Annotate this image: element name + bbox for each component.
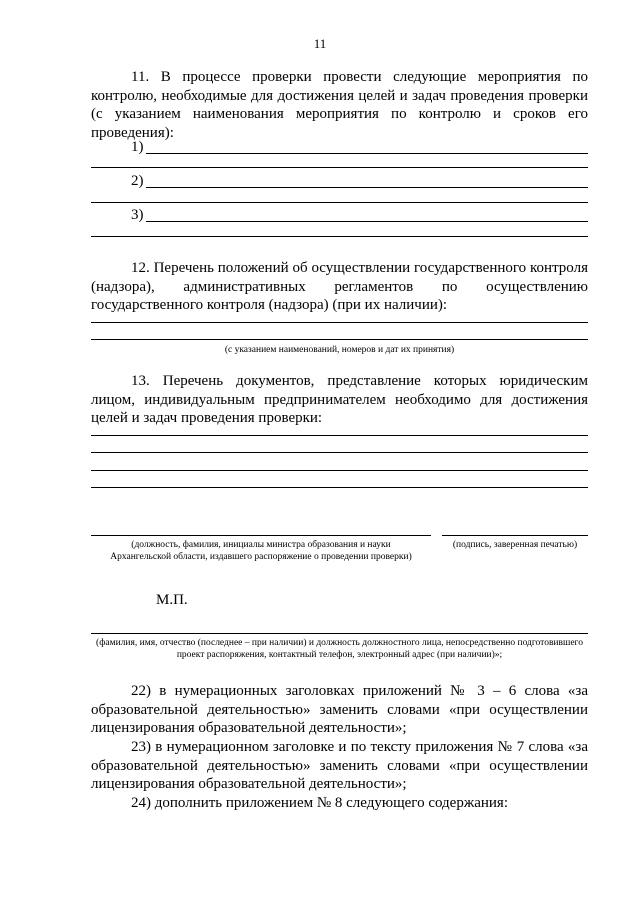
amendment-22: 22) в нумерационных заголовках приложений № 3 – 6 слова «за образовательной деятельностью» заменить словами «при осуществлении лицензирования образовательной деятельности»; [91, 683, 588, 736]
item-13-blank-line-2 [91, 452, 588, 453]
official-caption: (должность, фамилия, инициалы министра образования и науки Архангельской области, издавшего распоряжение о проведении проверки) [110, 540, 412, 562]
amendment-23: 23) в нумерационном заголовке и по тексту приложения № 7 слова «за образовательной деятельностью» заменить словами «при осуществлении лицензирования образовательной деятельности»; [91, 739, 588, 792]
item-11-line-2 [91, 173, 588, 191]
item-11-line-1-continuation [91, 167, 588, 168]
sign-caption: (подпись, заверенная печатью) [452, 540, 578, 550]
item-11-line-3-blank [146, 221, 588, 222]
item-11-line-2-blank [146, 187, 588, 188]
preparer-caption: (фамилия, имя, отчество (последнее – при наличии) и должность должностного лица, непосредственно подготовившего проект распоряжения, контактный телефон, электронный адрес (при наличии)»; [96, 638, 583, 660]
sign-line [442, 535, 588, 536]
item-13-text: 13. Перечень документов, представление которых юридическим лицом, индивидуальным предпринимателем необходимо для достижения целей и задач проведения проверки: [91, 373, 588, 426]
item-11-text: 11. В процессе проверки провести следующие мероприятия по контролю, необходимые для достижения целей и задач проведения проверки (с указанием наименования мероприятия по контролю и сроков его проведения): [91, 69, 588, 141]
item-11-line-3 [91, 207, 588, 225]
item-12-blank-line-2 [91, 339, 588, 340]
item-12-text: 12. Перечень положений об осуществлении государственного контроля (надзора), административных регламентов по осуществлению государственного контроля (надзора) (при их наличии): [91, 260, 588, 313]
item-11-line-1-blank [146, 153, 588, 154]
amendment-24: 24) дополнить приложением № 8 следующего содержания: [131, 795, 508, 811]
item-11-line-2-continuation [91, 202, 588, 203]
official-signature-line [91, 535, 431, 536]
item-11-line-1-label: 1) [131, 139, 144, 155]
item-11-line-1 [91, 139, 588, 157]
item-12-caption: (с указанием наименований, номеров и дат их принятия) [224, 345, 455, 355]
stamp-label: М.П. [156, 592, 188, 608]
item-13-blank-line-3 [91, 470, 588, 471]
item-11-line-2-label: 2) [131, 173, 144, 189]
item-12-blank-line-1 [91, 322, 588, 323]
item-11-line-3-label: 3) [131, 207, 144, 223]
item-11-line-3-continuation [91, 236, 588, 237]
item-13-blank-line-4 [91, 487, 588, 488]
item-13-blank-line-1 [91, 435, 588, 436]
page-number: 11 [313, 36, 327, 51]
preparer-line [91, 633, 588, 634]
